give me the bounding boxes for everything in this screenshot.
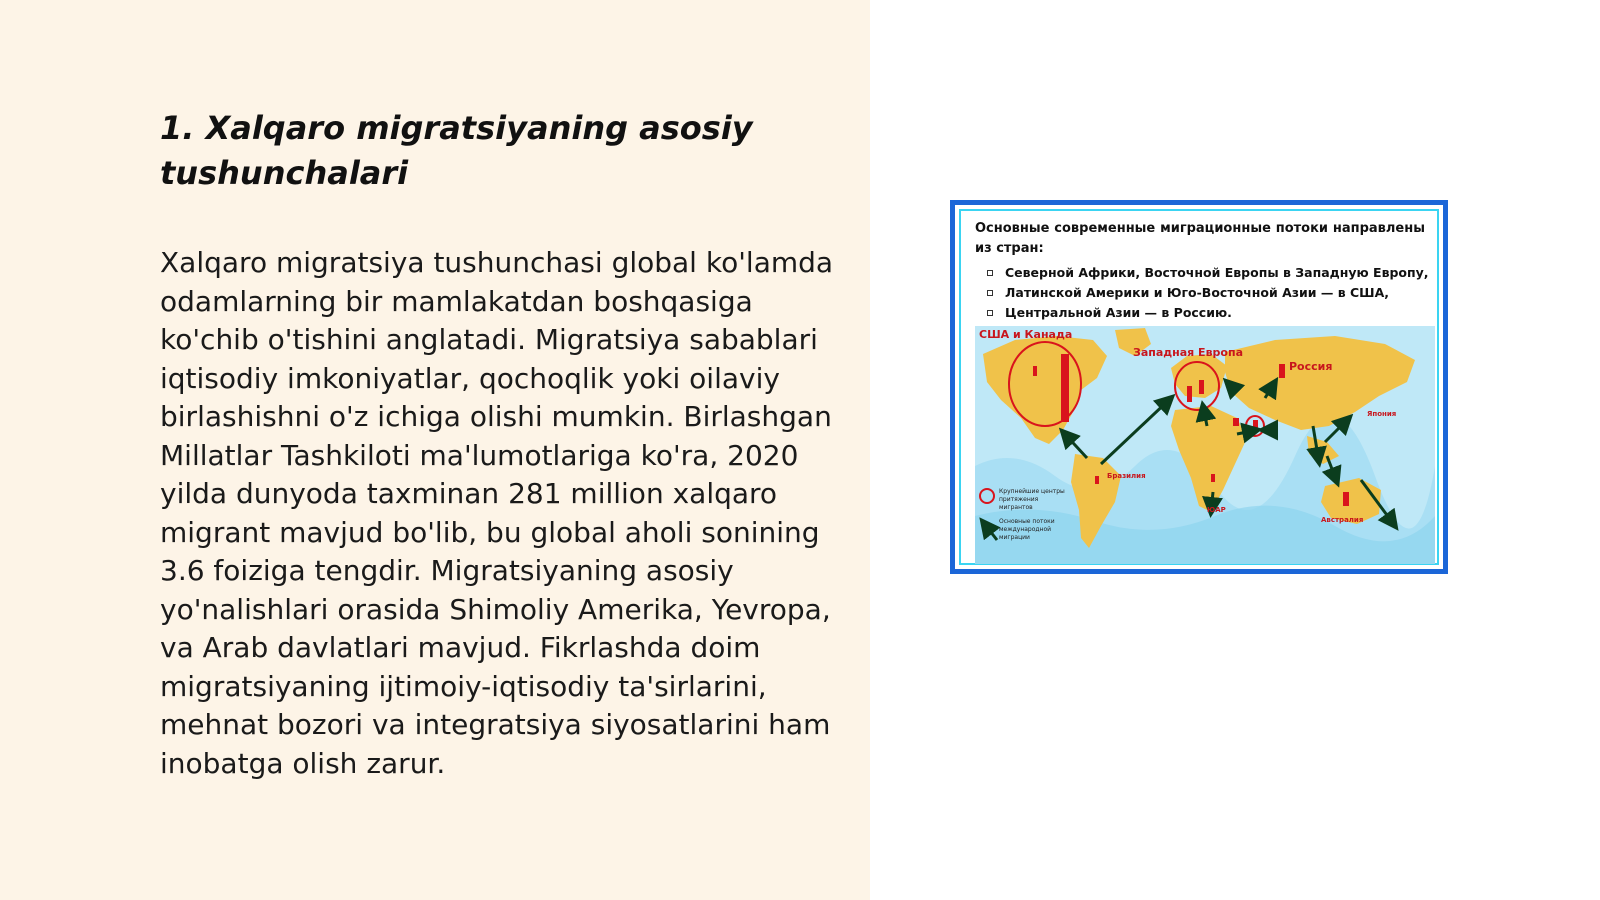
legend-circle-label: Крупнейшие центры притяжения мигрантов: [999, 488, 1065, 511]
migrant-share-bar: [1061, 354, 1069, 422]
world-migration-map: [975, 326, 1435, 564]
migrant-share-bar: [1199, 380, 1204, 394]
map-label-russia: Россия: [1289, 360, 1333, 373]
map-label-usa-canada: США и Канада: [979, 328, 1073, 341]
map-image-inner: [959, 209, 1439, 565]
map-bullet-item: [977, 283, 1429, 303]
map-bullet-text: Центральной Азии — в Россию.: [1005, 305, 1232, 320]
map-label-south-africa: ЮАР: [1207, 506, 1226, 514]
map-image-bullet-list: [977, 263, 1429, 323]
legend-arrow-label: Основные потоки международной миграции: [999, 518, 1055, 541]
slide-title: 1. Xalqaro migratsiyaning asosiy tushunchalari: [160, 109, 753, 192]
migrant-share-bar: [1343, 492, 1349, 506]
square-bullet-icon: [987, 270, 993, 276]
map-bullet-text: Латинской Америки и Юго-Восточной Азии — в США,: [1005, 285, 1390, 300]
migrant-share-bar: [1233, 418, 1239, 426]
map-bullet-item: [977, 263, 1429, 283]
map-label-australia: Австралия: [1321, 516, 1364, 524]
map-image-heading: Основные современные миграционные потоки направлены из стран:: [975, 221, 1425, 256]
map-label-japan: Япония: [1367, 410, 1397, 418]
square-bullet-icon: [987, 290, 993, 296]
map-label-west-europe: Западная Европа: [1133, 346, 1243, 359]
square-bullet-icon: [987, 310, 993, 316]
map-bullet-text: Северной Африки, Восточной Европы в Западную Европу,: [1005, 265, 1429, 280]
migration-map-image: [950, 200, 1448, 574]
migrant-share-bar: [1211, 474, 1215, 482]
slide-body-text: Xalqaro migratsiya tushunchasi global ko'lamda odamlarning bir mamlakatdan boshqasiga ko'chib o'tishini anglatadi. Migratsiya sabablari iqtisodiy imkoniyatlar, qochoqlik yoki oilaviy birlashishni o'z ichiga olishi mumkin. Birlashgan Millatlar Tashkiloti ma'lumotlariga ko'ra, 2020 yilda dunyoda taxminan 281 million xalqaro migrant mavjud bo'lib, bu global aholi sonining 3.6 foiziga tengdir. Migratsiyaning asosiy yo'nalishlari orasida Shimoliy Amerika, Yevropa, va Arab davlatlari mavjud. Fikrlashda doim migratsiyaning ijtimoiy-iqtisodiy ta'sirlarini, mehnat bozori va integratsiya siyosatlarini ham inobatga olish zarur.: [160, 246, 834, 780]
map-bullet-item: [977, 303, 1429, 323]
migrant-share-bar: [1279, 364, 1285, 378]
migrant-share-bar: [1033, 366, 1037, 376]
migrant-share-bar: [1095, 476, 1099, 484]
map-label-brazil: Бразилия: [1107, 472, 1146, 480]
migrant-share-bar: [1187, 386, 1192, 402]
